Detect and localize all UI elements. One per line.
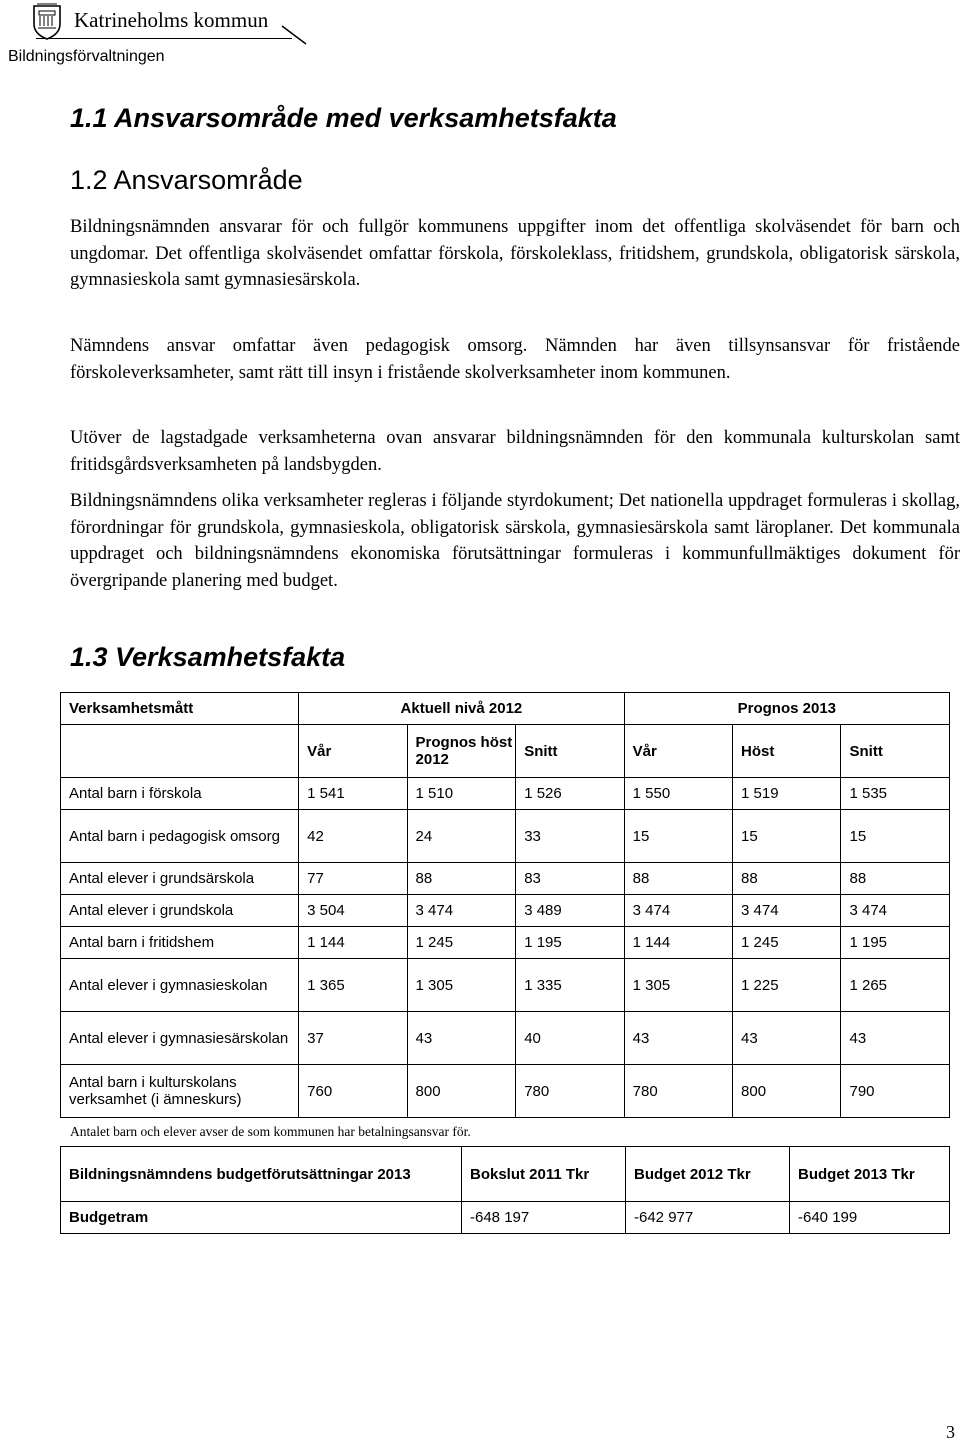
table-cell: 83 xyxy=(516,863,624,895)
table-cell: 88 xyxy=(733,863,841,895)
table-cell: 3 474 xyxy=(841,895,950,927)
table-cell: 1 535 xyxy=(841,778,950,810)
budget-header-cell: Bildningsnämndens budgetförutsättningar 2013 xyxy=(61,1147,462,1202)
logo-underline xyxy=(36,38,292,39)
facts-header-cell: Aktuell nivå 2012 xyxy=(299,693,625,725)
table-cell: 15 xyxy=(733,810,841,863)
org-name: Katrineholms kommun xyxy=(74,8,269,32)
table-cell: 24 xyxy=(407,810,516,863)
logo-mark-icon xyxy=(280,24,310,46)
paragraph-4: Bildningsnämndens olika verksamheter regleras i följande styrdokument; Det nationella uppdraget formuleras i skollag, förordningar för grundskola, gymnasieskola, obligatorisk särskola, gymnasiesärskola samt läroplaner. Det kommunala uppdraget och bildningsnämndens ekonomiska förutsättningar formuleras i kommunfullmäktiges dokument för övergripande planering med budget. xyxy=(70,491,960,591)
table-cell: 3 474 xyxy=(624,895,732,927)
department-name: Bildningsförvaltningen xyxy=(8,48,165,65)
row-label: Antal elever i grundsärskola xyxy=(61,863,299,895)
table-row xyxy=(61,1202,950,1234)
row-label: Antal elever i grundskola xyxy=(61,895,299,927)
table-cell: 1 195 xyxy=(841,927,950,959)
row-label: Antal elever i gymnasiesärskolan xyxy=(61,1012,299,1065)
budget-header-cell: Budget 2012 Tkr xyxy=(626,1147,790,1202)
table-cell: 1 541 xyxy=(299,778,407,810)
coat-of-arms-icon xyxy=(32,2,62,40)
table-cell: 1 550 xyxy=(624,778,732,810)
table-cell: 88 xyxy=(624,863,732,895)
row-label: Antal barn i förskola xyxy=(61,778,299,810)
table-cell: 43 xyxy=(407,1012,516,1065)
facts-subheader-cell: Vår xyxy=(624,725,732,778)
table-cell: 1 365 xyxy=(299,959,407,1012)
table-cell: 1 225 xyxy=(733,959,841,1012)
paragraph-2: Nämndens ansvar omfattar även pedagogisk omsorg. Nämnden har även tillsynsansvar för fristående förskoleverksamheter, samt rätt till insyn i fristående skolverksamheter inom kommunen. xyxy=(70,336,960,383)
facts-table xyxy=(60,692,950,1118)
table-cell: 780 xyxy=(516,1065,624,1118)
table-cell: 15 xyxy=(841,810,950,863)
table-cell: -648 197 xyxy=(462,1202,626,1234)
table-cell: 1 144 xyxy=(299,927,407,959)
facts-subheader-cell: Prognos höst 2012 xyxy=(407,725,516,778)
table-cell: 790 xyxy=(841,1065,950,1118)
table-cell: 33 xyxy=(516,810,624,863)
table-cell: -642 977 xyxy=(626,1202,790,1234)
table-cell: 40 xyxy=(516,1012,624,1065)
table-cell: 1 510 xyxy=(407,778,516,810)
row-label: Antal barn i pedagogisk omsorg xyxy=(61,810,299,863)
table-cell: 780 xyxy=(624,1065,732,1118)
row-label: Budgetram xyxy=(61,1202,462,1234)
table-cell: 1 305 xyxy=(624,959,732,1012)
facts-subheader-cell: Snitt xyxy=(516,725,624,778)
table-cell: 3 474 xyxy=(407,895,516,927)
heading-facts: 1.3 Verksamhetsfakta xyxy=(70,642,346,672)
table-row xyxy=(61,959,950,1012)
table-row xyxy=(61,927,950,959)
table-row xyxy=(61,778,950,810)
table-row xyxy=(61,895,950,927)
municipality-logo xyxy=(28,2,298,42)
table-cell: 37 xyxy=(299,1012,407,1065)
table-cell: 43 xyxy=(733,1012,841,1065)
table-cell: 1 526 xyxy=(516,778,624,810)
table-cell: 800 xyxy=(733,1065,841,1118)
table-cell: 42 xyxy=(299,810,407,863)
facts-header-row xyxy=(61,693,950,725)
facts-footnote: Antalet barn och elever avser de som kommunen har betalningsansvar för. xyxy=(70,1124,471,1139)
table-cell: -640 199 xyxy=(790,1202,950,1234)
table-cell: 3 504 xyxy=(299,895,407,927)
page-number: 3 xyxy=(946,1422,955,1442)
budget-header-cell: Budget 2013 Tkr xyxy=(790,1147,950,1202)
budget-header-row xyxy=(61,1147,950,1202)
table-row xyxy=(61,1012,950,1065)
facts-subheader-cell: Vår xyxy=(299,725,407,778)
row-label: Antal barn i kulturskolans verksamhet (i ämneskurs) xyxy=(61,1065,299,1118)
table-cell: 43 xyxy=(841,1012,950,1065)
heading-main: 1.1 Ansvarsområde med verksamhetsfakta xyxy=(70,103,617,133)
table-cell: 1 335 xyxy=(516,959,624,1012)
table-cell: 3 489 xyxy=(516,895,624,927)
table-cell: 88 xyxy=(841,863,950,895)
table-row xyxy=(61,863,950,895)
table-cell: 800 xyxy=(407,1065,516,1118)
table-cell: 3 474 xyxy=(733,895,841,927)
table-cell: 77 xyxy=(299,863,407,895)
table-cell: 1 519 xyxy=(733,778,841,810)
table-row xyxy=(61,1065,950,1118)
facts-header-cell: Prognos 2013 xyxy=(624,693,949,725)
facts-subheader-cell: Höst xyxy=(733,725,841,778)
facts-subheader-cell: Snitt xyxy=(841,725,950,778)
table-cell: 1 245 xyxy=(407,927,516,959)
page-header xyxy=(0,0,960,75)
table-cell: 43 xyxy=(624,1012,732,1065)
table-cell: 1 265 xyxy=(841,959,950,1012)
table-cell: 760 xyxy=(299,1065,407,1118)
facts-subheader-row xyxy=(61,725,950,778)
table-cell: 1 305 xyxy=(407,959,516,1012)
budget-header-cell: Bokslut 2011 Tkr xyxy=(462,1147,626,1202)
table-row xyxy=(61,810,950,863)
facts-subheader-empty xyxy=(61,725,299,778)
table-cell: 1 195 xyxy=(516,927,624,959)
heading-area: 1.2 Ansvarsområde xyxy=(70,165,303,195)
row-label: Antal barn i fritidshem xyxy=(61,927,299,959)
paragraph-1: Bildningsnämnden ansvarar för och fullgör kommunens uppgifter inom det offentliga skolväsendet för barn och ungdomar. Det offentliga skolväsendet omfattar förskola, förskoleklass, fritidshem, grundskola, obligatorisk särskola, gymnasieskola samt gymnasiesärskola. xyxy=(70,217,960,290)
paragraph-3: Utöver de lagstadgade verksamheterna ovan ansvarar bildningsnämnden för den kommunala kulturskolan samt fritidsgårdsverksamheten på landsbygden. xyxy=(70,428,960,475)
table-cell: 1 245 xyxy=(733,927,841,959)
table-cell: 88 xyxy=(407,863,516,895)
facts-header-cell: Verksamhetsmått xyxy=(61,693,299,725)
table-cell: 1 144 xyxy=(624,927,732,959)
row-label: Antal elever i gymnasieskolan xyxy=(61,959,299,1012)
table-cell: 15 xyxy=(624,810,732,863)
budget-table xyxy=(60,1146,950,1234)
